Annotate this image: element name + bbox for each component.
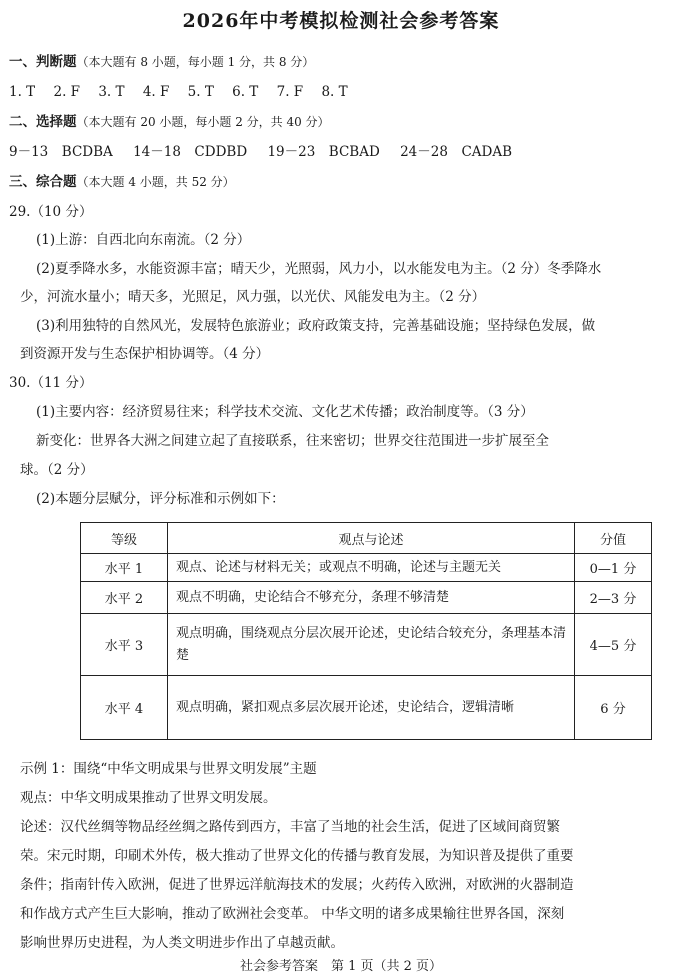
q29-part3-line1: (3)利用独特的自然风光，发展特色旅游业；政府政策支持，完善基础设施；坚持绿色发展，做: [36, 318, 596, 334]
tf-answer: 6. T: [232, 84, 259, 100]
q30-part1: (1)主要内容：经济贸易往来；科学技术交流、文化艺术传播；政治制度等。（3 分）: [36, 404, 534, 420]
section2-heading-line: [9, 112, 330, 132]
column-header-level: 等级: [81, 523, 168, 554]
level-cell: 水平 4: [81, 676, 168, 740]
mc-answer-group: 9－13 BCDBA: [9, 144, 113, 160]
q29-part3-line2: 到资源开发与生态保护相协调等。（4 分）: [20, 346, 270, 362]
section1-heading: 一、判断题: [9, 54, 77, 70]
section2-answers: [9, 142, 528, 162]
tf-answer: 7. F: [276, 84, 304, 100]
criteria-cell: 观点明确，紧扣观点多层次展开论述，史论结合，逻辑清晰: [168, 676, 575, 740]
table-row: [81, 554, 652, 582]
table-row: [81, 676, 652, 740]
tf-answer: 5. T: [187, 84, 214, 100]
criteria-cell: 观点不明确，史论结合不够充分，条理不够清楚: [168, 582, 575, 614]
section1-note: （本大题有 8 小题，每小题 1 分，共 8 分）: [76, 55, 315, 69]
level-cell: 水平 2: [81, 582, 168, 614]
score-cell: 6 分: [575, 676, 652, 740]
section3-heading: 三、综合题: [9, 174, 77, 190]
page-title: 2026年中考模拟检测社会参考答案: [182, 10, 500, 32]
section3-heading-line: [9, 172, 235, 192]
q30-label: 30.（11 分）: [9, 375, 93, 391]
example-argument-line2: 荣。宋元时期，印刷术外传，极大推动了世界文化的传播与教育发展，为知识普及提供了重要: [20, 848, 574, 864]
level-cell: 水平 3: [81, 614, 168, 676]
tf-answer: 1. T: [9, 84, 36, 100]
q29-part1: (1)上游：自西北向东南流。（2 分）: [36, 232, 251, 248]
example-viewpoint: 观点：中华文明成果推动了世界文明发展。: [20, 790, 277, 806]
criteria-cell: 观点明确，围绕观点分层次展开论述，史论结合较充分，条理基本清楚: [168, 614, 575, 676]
q30-new-change-line2: 球。（2 分）: [20, 462, 94, 478]
column-header-criteria: 观点与论述: [168, 523, 575, 554]
score-cell: 0—1 分: [575, 554, 652, 582]
q29-label: 29.（10 分）: [9, 204, 93, 220]
section3-note: （本大题 4 小题，共 52 分）: [76, 175, 235, 189]
score-cell: 2—3 分: [575, 582, 652, 614]
mc-answer-group: 19－23 BCBAD: [267, 144, 380, 160]
example-argument-line1: 论述：汉代丝绸等物品经丝绸之路传到西方，丰富了当地的社会生活，促进了区域间商贸繁: [20, 819, 560, 835]
q29-part2-line1: (2)夏季降水多，水能资源丰富；晴天少，光照弱，风力小，以水能发电为主。（2 分）冬季降水: [36, 261, 602, 277]
mc-answer-group: 24－28 CADAB: [400, 144, 513, 160]
example-argument-line4: 和作战方式产生巨大影响，推动了欧洲社会变革。 中华文明的诸多成果输往世界各国，深刻: [20, 906, 565, 922]
score-cell: 4—5 分: [575, 614, 652, 676]
example-argument-line3: 条件；指南针传入欧洲，促进了世界远洋航海技术的发展；火药传入欧洲，对欧洲的火器制造: [20, 877, 574, 893]
page-footer: 社会参考答案 第 1 页（共 2 页）: [239, 959, 443, 974]
example-argument-line5: 影响世界历史进程，为人类文明进步作出了卓越贡献。: [20, 935, 344, 951]
section2-heading: 二、选择题: [9, 114, 77, 130]
mc-answer-group: 14－18 CDDBD: [133, 144, 248, 160]
example-title: 示例 1：围绕“中华文明成果与世界文明发展”主题: [20, 761, 317, 777]
section1-answers: [9, 82, 362, 102]
criteria-cell: 观点、论述与材料无关；或观点不明确，论述与主题无关: [168, 554, 575, 582]
tf-answer: 4. F: [142, 84, 170, 100]
level-cell: 水平 1: [81, 554, 168, 582]
tf-answer: 8. T: [321, 84, 348, 100]
table-row: [81, 614, 652, 676]
section1-heading-line: [9, 52, 314, 72]
section2-note: （本大题有 20 小题，每小题 2 分，共 40 分）: [76, 115, 330, 129]
scoring-rubric-table: [80, 522, 652, 740]
column-header-score: 分值: [575, 523, 652, 554]
q30-part2: (2)本题分层赋分，评分标准和示例如下：: [36, 491, 285, 507]
table-row: [81, 582, 652, 614]
tf-answer: 2. F: [53, 84, 81, 100]
q29-part2-line2: 少，河流水量小；晴天多，光照足，风力强，以光伏、风能发电为主。（2 分）: [20, 289, 486, 305]
tf-answer: 3. T: [98, 84, 125, 100]
q30-new-change-line1: 新变化：世界各大洲之间建立起了直接联系，往来密切；世界交往范围进一步扩展至全: [36, 433, 549, 449]
table-header-row: [81, 523, 652, 554]
